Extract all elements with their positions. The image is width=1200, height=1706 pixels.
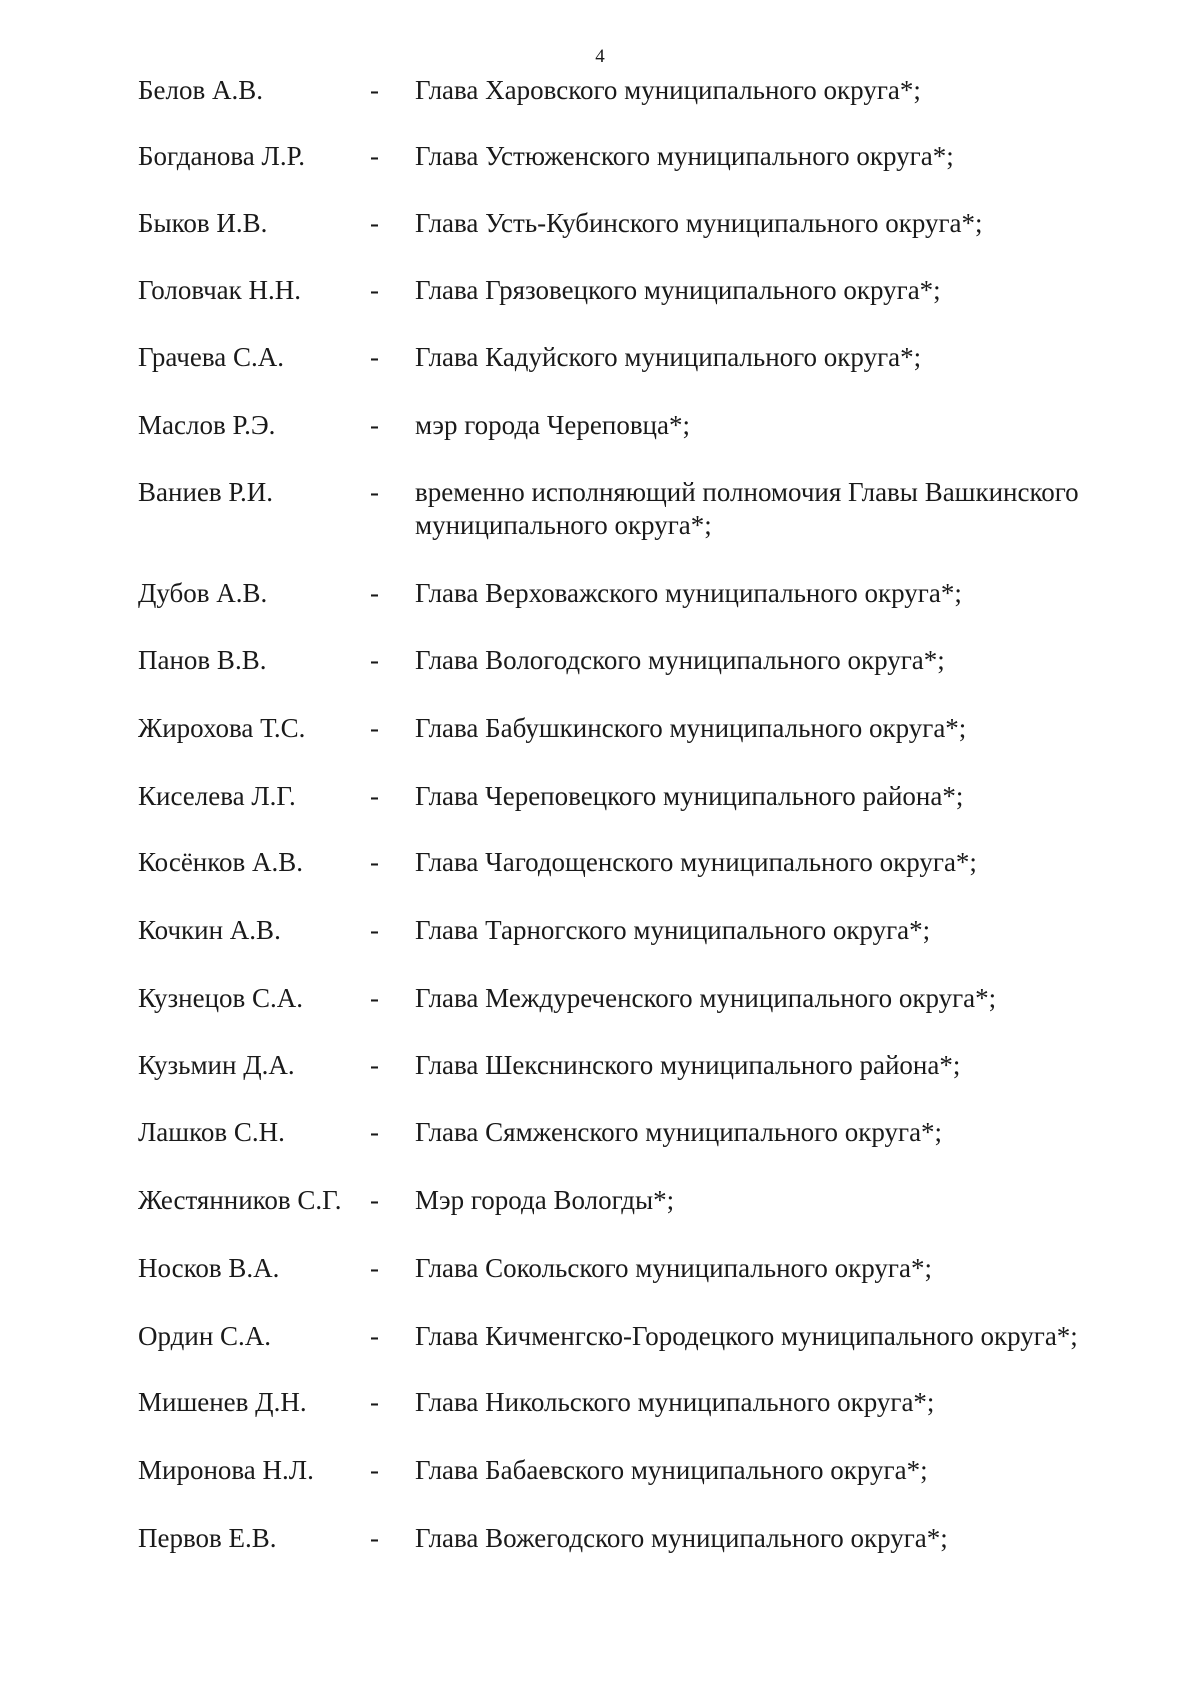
separator-dash: - bbox=[370, 1253, 379, 1283]
person-name: Панов В.В. bbox=[138, 645, 267, 675]
person-name: Дубов А.В. bbox=[138, 578, 268, 608]
person-position: мэр города Череповца*; bbox=[415, 410, 690, 440]
person-position: Глава Шекснинского муниципального района*; bbox=[415, 1050, 961, 1080]
person-position: Глава Вожегодского муниципального округа*; bbox=[415, 1523, 948, 1553]
person-name: Грачева С.А. bbox=[138, 342, 285, 372]
person-name: Жестянников С.Г. bbox=[138, 1185, 342, 1215]
person-name: Кузьмин Д.А. bbox=[138, 1050, 295, 1080]
person-name: Миронова Н.Л. bbox=[138, 1455, 314, 1485]
person-position: Глава Никольского муниципального округа*; bbox=[415, 1387, 935, 1417]
person-name: Маслов Р.Э. bbox=[138, 410, 276, 440]
separator-dash: - bbox=[370, 915, 379, 945]
separator-dash: - bbox=[370, 1050, 379, 1080]
person-position: Глава Череповецкого муниципального района*; bbox=[415, 781, 964, 811]
separator-dash: - bbox=[370, 1523, 379, 1553]
separator-dash: - bbox=[370, 141, 379, 171]
person-name: Кузнецов С.А. bbox=[138, 983, 304, 1013]
separator-dash: - bbox=[370, 1185, 379, 1215]
separator-dash: - bbox=[370, 275, 379, 305]
separator-dash: - bbox=[370, 75, 379, 105]
separator-dash: - bbox=[370, 847, 379, 877]
person-name: Жирохова Т.С. bbox=[138, 713, 306, 743]
person-position: Глава Кадуйского муниципального округа*; bbox=[415, 342, 922, 372]
separator-dash: - bbox=[370, 477, 379, 507]
person-name: Белов А.В. bbox=[138, 75, 263, 105]
separator-dash: - bbox=[370, 645, 379, 675]
person-position: Глава Усть-Кубинского муниципального округа*; bbox=[415, 208, 983, 238]
person-name: Косёнков А.В. bbox=[138, 847, 304, 877]
person-position: Глава Верховажского муниципального округа*; bbox=[415, 578, 962, 608]
separator-dash: - bbox=[370, 342, 379, 372]
person-position: Глава Вологодского муниципального округа*; bbox=[415, 645, 945, 675]
separator-dash: - bbox=[370, 713, 379, 743]
person-name: Мишенев Д.Н. bbox=[138, 1387, 307, 1417]
person-name: Носков В.А. bbox=[138, 1253, 280, 1283]
separator-dash: - bbox=[370, 1387, 379, 1417]
separator-dash: - bbox=[370, 781, 379, 811]
person-position: Глава Бабаевского муниципального округа*; bbox=[415, 1455, 928, 1485]
separator-dash: - bbox=[370, 1321, 379, 1351]
person-position: Глава Устюженского муниципального округа*; bbox=[415, 141, 954, 171]
person-name: Ваниев Р.И. bbox=[138, 477, 274, 507]
person-position: Глава Чагодощенского муниципального округа*; bbox=[415, 847, 977, 877]
person-position: Мэр города Вологды*; bbox=[415, 1185, 675, 1215]
separator-dash: - bbox=[370, 410, 379, 440]
separator-dash: - bbox=[370, 1117, 379, 1147]
person-name: Первов Е.В. bbox=[138, 1523, 277, 1553]
person-name: Лашков С.Н. bbox=[138, 1117, 285, 1147]
person-name: Богданова Л.Р. bbox=[138, 141, 305, 171]
separator-dash: - bbox=[370, 983, 379, 1013]
person-position: Глава Сямженского муниципального округа*; bbox=[415, 1117, 943, 1147]
person-position: Глава Междуреченского муниципального округа*; bbox=[415, 983, 997, 1013]
person-position: временно исполняющий полномочия Главы Вашкинского муниципального округа*; bbox=[415, 477, 1079, 540]
person-position: Глава Харовского муниципального округа*; bbox=[415, 75, 921, 105]
person-name: Киселева Л.Г. bbox=[138, 781, 296, 811]
person-name: Быков И.В. bbox=[138, 208, 268, 238]
separator-dash: - bbox=[370, 578, 379, 608]
page-number: 4 bbox=[595, 46, 605, 67]
separator-dash: - bbox=[370, 208, 379, 238]
person-name: Ордин С.А. bbox=[138, 1321, 272, 1351]
person-position: Глава Сокольского муниципального округа*; bbox=[415, 1253, 932, 1283]
person-position: Глава Бабушкинского муниципального округа*; bbox=[415, 713, 967, 743]
person-position: Глава Тарногского муниципального округа*; bbox=[415, 915, 931, 945]
separator-dash: - bbox=[370, 1455, 379, 1485]
person-position: Глава Кичменгско-Городецкого муниципального округа*; bbox=[415, 1321, 1078, 1351]
person-name: Кочкин А.В. bbox=[138, 915, 281, 945]
person-position: Глава Грязовецкого муниципального округа*; bbox=[415, 275, 941, 305]
person-name: Головчак Н.Н. bbox=[138, 275, 302, 305]
